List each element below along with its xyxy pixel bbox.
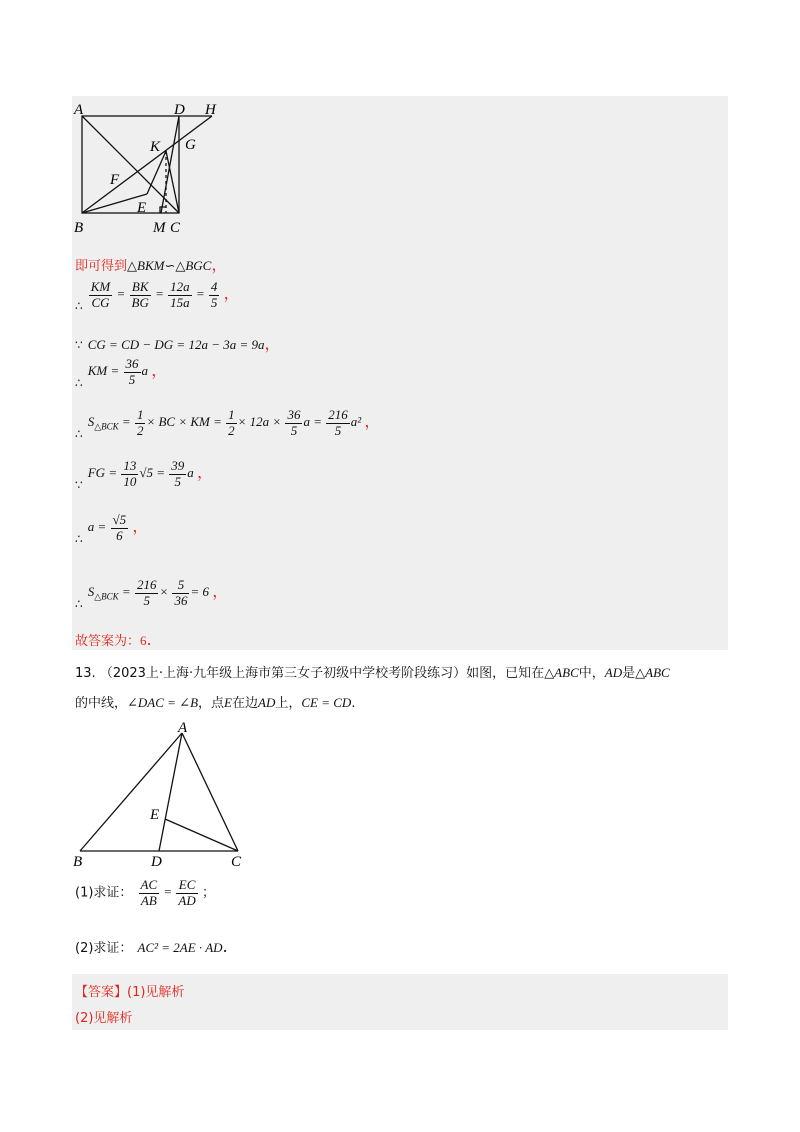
label-H: H xyxy=(205,102,216,118)
figure-square-diagram xyxy=(72,98,232,238)
solution-line-area: $_\therefore$ $S_{\triangle BCK}$ = $\frac{1}{2}$ × BC × KM = $\frac{1}{2}$ × 12a × $\frac{36}{5}$ a = $\frac{216}{5}$ a² ， xyxy=(75,407,381,442)
part-1: (1)求证： $\frac{AC}{AB}$ = $\frac{EC}{AD}$ ； xyxy=(75,877,216,908)
figure-triangle-diagram xyxy=(70,718,270,868)
final-answer: 故答案为：6. xyxy=(75,630,152,649)
answer-line-2: (2)见解析 xyxy=(75,1011,133,1026)
label-B: B xyxy=(74,220,84,236)
tri-label-D: D xyxy=(151,854,162,868)
answer-line-1: 【答案】(1)见解析 xyxy=(75,985,185,1000)
solution-line-cg: ∵ CG = CD − DG = 12a − 3a = 9a， xyxy=(75,334,281,353)
label-M: M xyxy=(153,220,166,236)
label-G: G xyxy=(185,137,196,153)
solution-line-final-area: $_\therefore$ $S_{\triangle BCK}$ = $\frac{216}{5}$ × $\frac{5}{36}$ = 6 ， xyxy=(75,577,229,612)
problem-13-line2: 的中线，∠DAC = ∠B，点E在边AD上，CE = CD. xyxy=(75,695,356,711)
label-K: K xyxy=(150,139,161,155)
problem-number: 13. xyxy=(75,666,96,681)
label-F: F xyxy=(110,172,120,188)
part-2: (2)求证： AC² = 2AE · AD. xyxy=(75,937,228,956)
solution-line-fg: $_\because$ FG = $\frac{13}{10}$ √5 = $\frac{39}{5}$ a ， xyxy=(75,458,214,493)
solution-line-km: $_\therefore$ KM = $\frac{36}{5}$ a ， xyxy=(75,356,168,391)
solution-line-a: $_\therefore$ a = $\frac{√5}{6}$ ， xyxy=(75,512,149,547)
problem-13-line1: 13. （2023上·上海·九年级上海市第三女子初级中学校考阶段练习）如图，已知在△ABC中，AD是△ABC xyxy=(75,665,670,681)
tri-label-C: C xyxy=(231,854,242,868)
solution-line-ratio: $_\therefore$ $\frac{KM}{CG}$ = $\frac{BK}{BG}$ = $\frac{12a}{15a}$ = $\frac{4}{5}$ ， xyxy=(75,279,240,314)
label-E: E xyxy=(137,200,147,216)
solution-intro: 即可得到△BKM∽△BGC， xyxy=(75,255,228,274)
label-D: D xyxy=(174,102,185,118)
tri-label-A: A xyxy=(178,720,188,736)
label-A: A xyxy=(74,102,84,118)
tri-label-B: B xyxy=(73,854,83,868)
label-C: C xyxy=(170,220,181,236)
answer-tag: 【答案】 xyxy=(75,985,128,1000)
tri-label-E: E xyxy=(150,807,160,823)
